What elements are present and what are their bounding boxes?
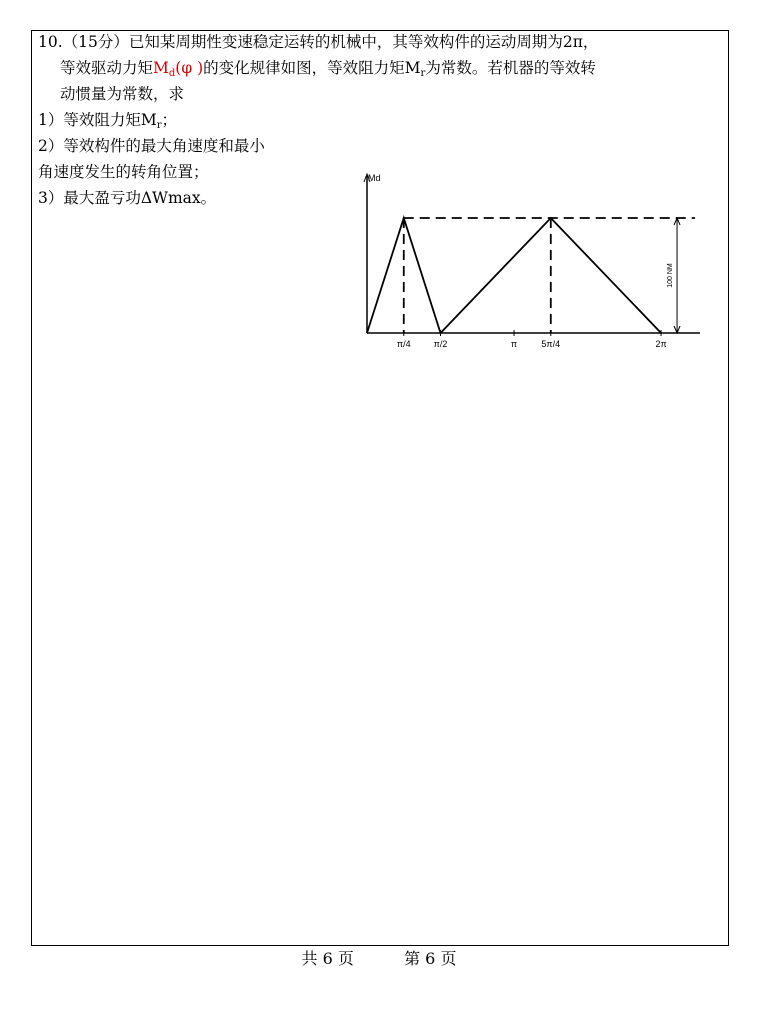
page-total: 共 6 页	[301, 949, 354, 968]
x-tick-label: π	[510, 339, 518, 349]
item-3: 3）最大盈亏功ΔWmax。	[38, 189, 217, 207]
x-tick-label: 5π/4	[541, 339, 561, 349]
question-line-1: 10.（15分）已知某周期性变速稳定运转的机械中，其等效构件的运动周期为2π，	[38, 33, 599, 51]
item-2-line-2: 角速度发生的转角位置；	[38, 163, 209, 181]
page-current: 第 6 页	[404, 949, 457, 968]
md-symbol: $M_d(\varphi$ )	[153, 59, 204, 79]
question-line-2: 等效驱动力矩$M_d(\varphi$ )的变化规律如图，等效阻力矩$M_r$为常数。若机器的等效转	[60, 59, 596, 79]
item-2-line-1: 2）等效构件的最大角速度和最小	[38, 137, 265, 155]
y-axis-label: Md	[368, 173, 381, 183]
question-line-3: 动惯量为常数，求	[60, 85, 185, 103]
item-1: 1）等效阻力矩$M_r$；	[38, 111, 178, 131]
torque-chart	[360, 168, 710, 358]
md-series-line	[367, 218, 661, 333]
x-tick-label: π/4	[396, 339, 411, 349]
x-tick-label: 2π	[655, 339, 667, 349]
dimension-label: 100 NM	[667, 263, 675, 288]
x-tick-label: π/2	[433, 339, 448, 349]
page-footer	[0, 948, 758, 970]
